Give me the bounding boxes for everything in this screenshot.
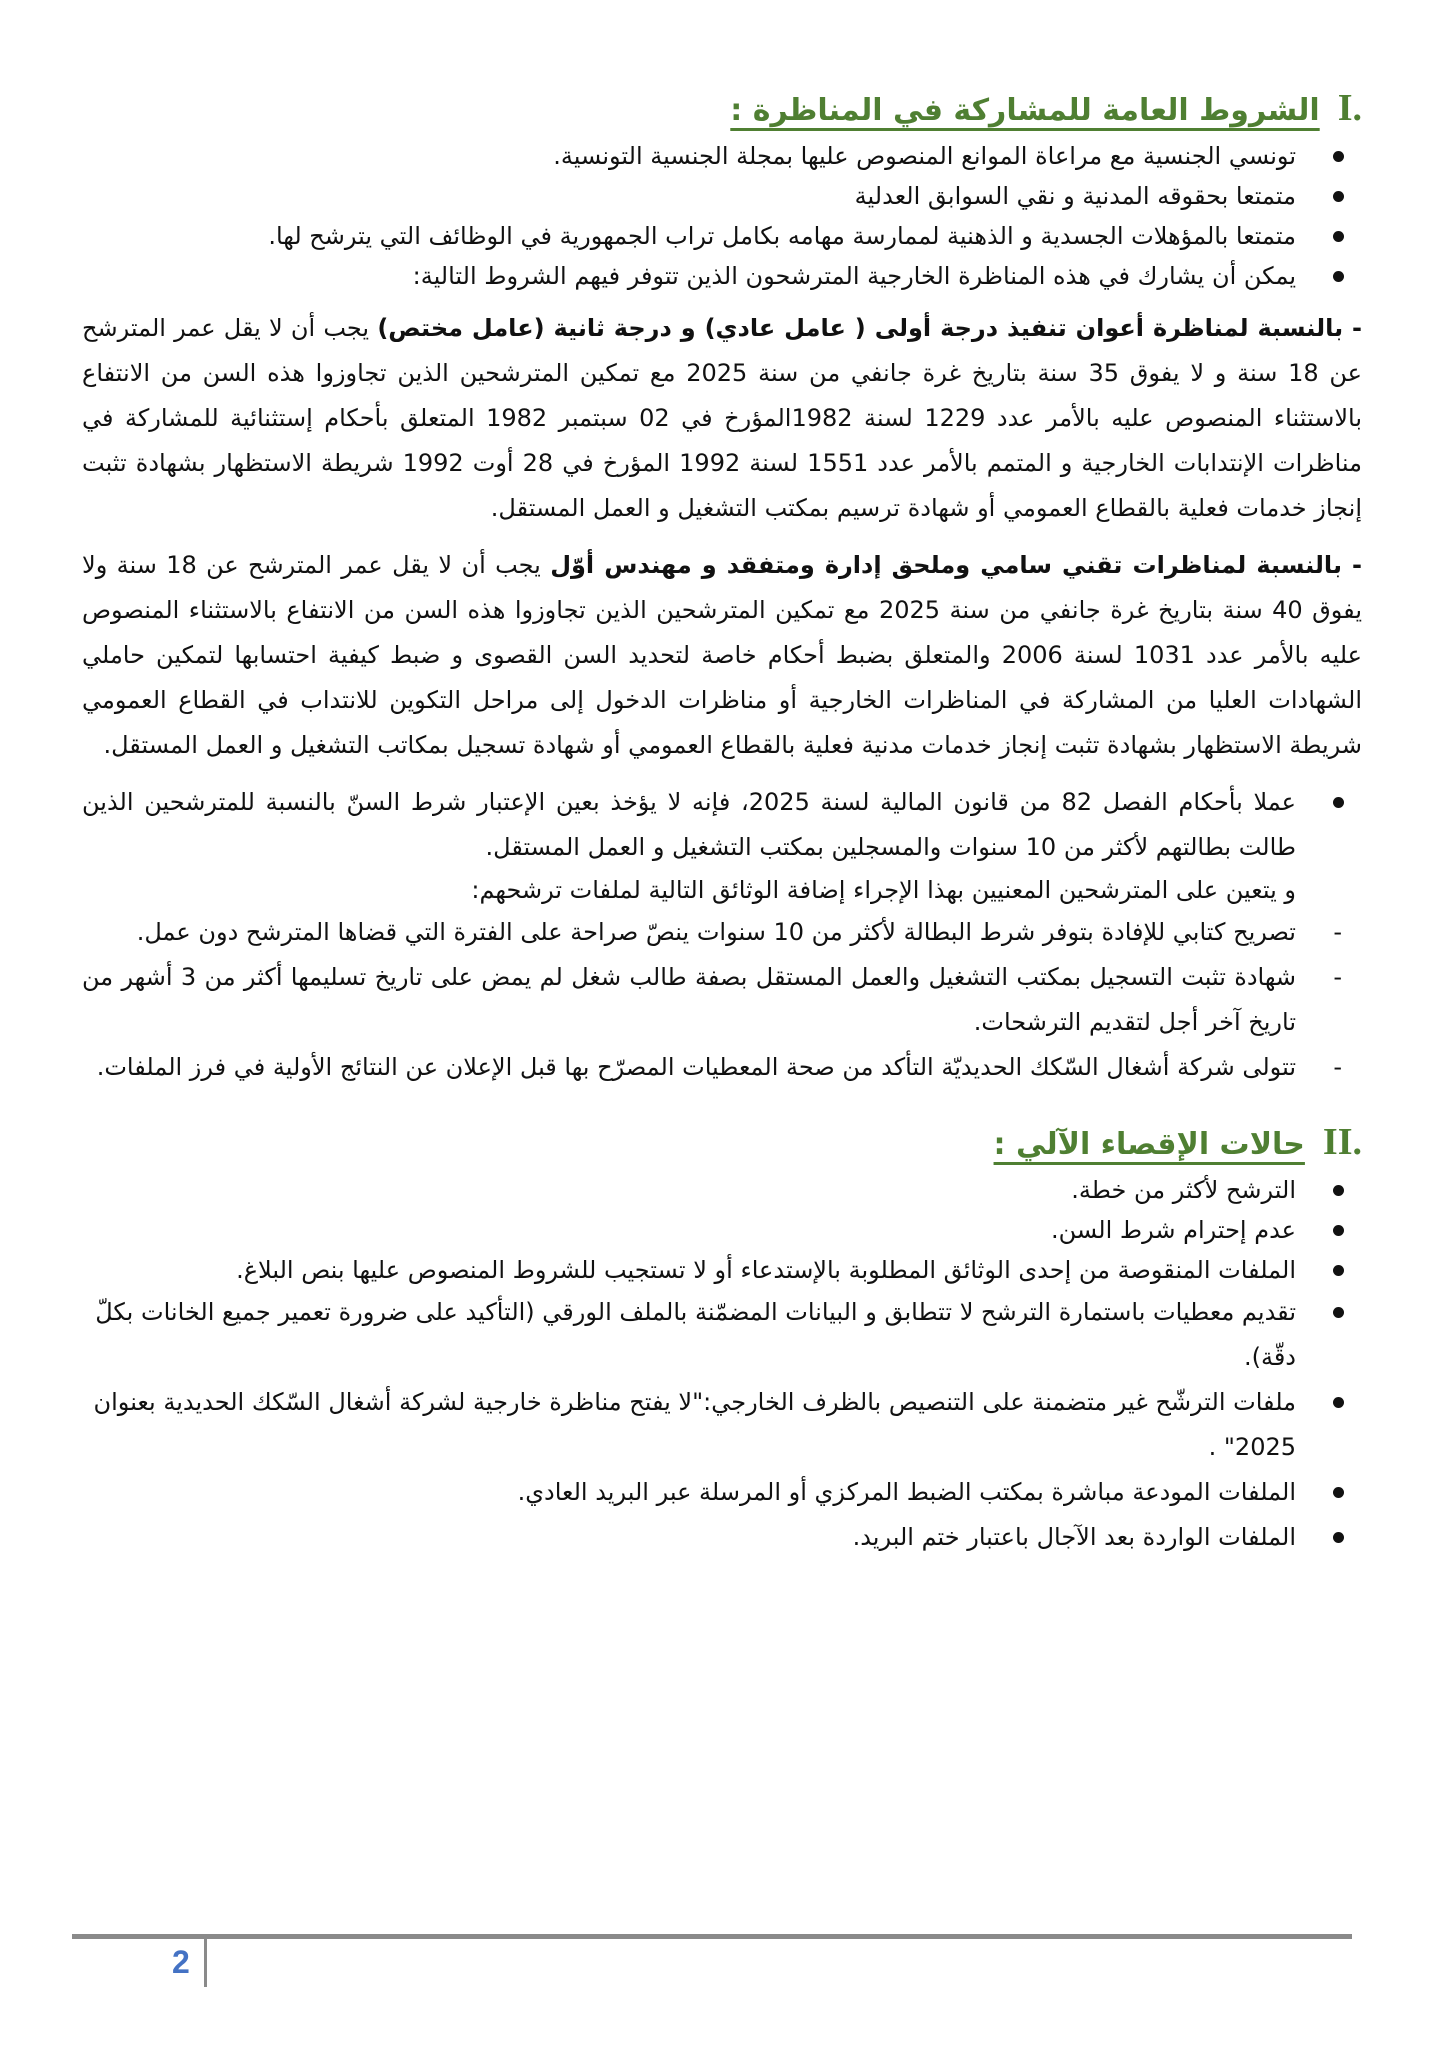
- page-content: [82, 86, 1362, 1560]
- list-item: تونسي الجنسية مع مراعاة الموانع المنصوص عليها بمجلة الجنسية التونسية.: [82, 136, 1362, 176]
- bullet-icon: [1333, 151, 1344, 162]
- footer-divider-tick: [204, 1937, 207, 1987]
- bullet-icon: [1333, 271, 1344, 282]
- required-documents-list: [82, 910, 1362, 1090]
- list-item: - تصريح كتابي للإفادة بتوفر شرط البطالة لأكثر من 10 سنوات ينصّ صراحة على الفترة التي قضاها المترشح دون عمل.: [82, 910, 1362, 955]
- bullet-icon: [1333, 1487, 1344, 1498]
- section-2-number: II.: [1322, 1121, 1362, 1163]
- list-item: عدم إحترام شرط السن.: [82, 1210, 1362, 1250]
- section-1-heading: [82, 86, 1362, 130]
- section-1-title: الشروط العامة للمشاركة في المناظرة :: [730, 93, 1320, 128]
- age-condition-workers-paragraph: - بالنسبة لمناظرة أعوان تنفيذ درجة أولى ( عامل عادي) و درجة ثانية (عامل مختص) يجب أن لا يقل عمر المترشح عن 18 سنة و لا يفوق 35 سنة بتاريخ غرة جانفي من سنة 2025 مع تمكين المترشحين الذين تجاوزوا هذه السن من الانتفاع بالاستثناء المنصوص عليه بالأمر عدد 1229 لسنة 1982المؤرخ في 02 سبتمبر 1982 المتعلق بأحكام إستثنائية للمشاركة في مناظرات الإنتدابات الخارجية و المتمم بالأمر عدد 1551 لسنة 1992 المؤرخ في 28 أوت 1992 شريطة الاستظهار بشهادة تثبت إنجاز خدمات فعلية بالقطاع العمومي أو شهادة ترسيم بمكتب التشغيل و العمل المستقل.: [82, 314, 1363, 522]
- age-condition-technicians-paragraph: - بالنسبة لمناظرات تقني سامي وملحق إدارة ومتفقد و مهندس أوّل يجب أن لا يقل عمر المترشح عن 18 سنة ولا يفوق 40 سنة بتاريخ غرة جانفي من سنة 2025 مع تمكين المترشحين الذين تجاوزوا هذه السن من الانتفاع بالاستثناء المنصوص عليه بالأمر عدد 1031 لسنة 2006 والمتعلق بضبط أحكام خاصة لتحديد السن القصوى و ضبط كيفية احتسابها لتمكين حاملي الشهادات العليا من المشاركة في المناظرات الخارجية أو مناظرات الدخول إلى مراحل التكوين للانتداب في القطاع العمومي شريطة الاستظهار بشهادة تثبت إنجاز خدمات مدنية فعلية بالقطاع العمومي أو شهادة تسجيل بمكاتب التشغيل و العمل المستقل.: [82, 551, 1362, 759]
- section-2-title: حالات الإقصاء الآلي :: [993, 1127, 1305, 1162]
- bullet-icon: [1333, 231, 1344, 242]
- list-item: الترشح لأكثر من خطة.: [82, 1170, 1362, 1210]
- paragraph-lead-bold: - بالنسبة لمناظرة أعوان تنفيذ درجة أولى ( عامل عادي) و درجة ثانية (عامل مختص): [377, 314, 1362, 342]
- bullet-icon: [1333, 1307, 1344, 1318]
- section-1-bullet-list: [82, 136, 1362, 296]
- dash-icon: -: [1333, 918, 1342, 946]
- bullet-icon: [1333, 191, 1344, 202]
- list-item: الملفات المودعة مباشرة بمكتب الضبط المركزي أو المرسلة عبر البريد العادي.: [82, 1470, 1362, 1515]
- list-item: عملا بأحكام الفصل 82 من قانون المالية لسنة 2025، فإنه لا يؤخذ بعين الإعتبار شرط السنّ بالنسبة للمترشحين الذين طالت بطالتهم لأكثر من 10 سنوات والمسجلين بمكتب التشغيل و العمل المستقل.: [82, 780, 1362, 870]
- footer-divider: [72, 1934, 1352, 1939]
- list-item: تقديم معطيات باستمارة الترشح لا تتطابق و البيانات المضمّنة بالملف الورقي (التأكيد على ضرورة تعمير جميع الخانات بكلّ دقّة).: [82, 1290, 1362, 1380]
- bullet-icon: [1333, 1185, 1344, 1196]
- list-item: متمتعا بالمؤهلات الجسدية و الذهنية لممارسة مهامه بكامل تراب الجمهورية في الوظائف التي يترشح لها.: [82, 216, 1362, 256]
- list-item: يمكن أن يشارك في هذه المناظرة الخارجية المترشحون الذين تتوفر فيهم الشروط التالية:: [82, 256, 1362, 296]
- bullet-icon: [1333, 797, 1344, 808]
- list-item: - تتولى شركة أشغال السّكك الحديديّة التأكد من صحة المعطيات المصرّح بها قبل الإعلان عن النتائج الأولية في فرز الملفات.: [82, 1045, 1362, 1090]
- dash-icon: -: [1333, 963, 1342, 991]
- finance-law-bullet: [82, 780, 1362, 870]
- section-2-heading: [82, 1120, 1362, 1164]
- bullet-icon: [1333, 1225, 1344, 1236]
- page-number: 2: [172, 1944, 190, 1980]
- section-1-number: I.: [1337, 87, 1362, 129]
- paragraph-lead-bold: - بالنسبة لمناظرات تقني سامي وملحق إدارة ومتفقد و مهندس أوّل: [550, 551, 1362, 579]
- bullet-icon: [1333, 1265, 1344, 1276]
- required-documents-intro: و يتعين على المترشحين المعنيين بهذا الإجراء إضافة الوثائق التالية لملفات ترشحهم:: [471, 876, 1296, 904]
- list-item: متمتعا بحقوقه المدنية و نقي السوابق العدلية: [82, 176, 1362, 216]
- list-item: ملفات الترشّح غير متضمنة على التنصيص بالظرف الخارجي:"لا يفتح مناظرة خارجية لشركة أشغال السّكك الحديدية بعنوان 2025" .: [82, 1380, 1362, 1470]
- bullet-icon: [1333, 1397, 1344, 1408]
- section-2-bullet-list: [82, 1170, 1362, 1560]
- list-item: الملفات الواردة بعد الآجال باعتبار ختم البريد.: [82, 1515, 1362, 1560]
- dash-icon: -: [1333, 1053, 1342, 1081]
- list-item: الملفات المنقوصة من إحدى الوثائق المطلوبة بالإستدعاء أو لا تستجيب للشروط المنصوص عليها بنص البلاغ.: [82, 1250, 1362, 1290]
- list-item: - شهادة تثبت التسجيل بمكتب التشغيل والعمل المستقل بصفة طالب شغل لم يمض على تاريخ تسليمها أكثر من 3 أشهر من تاريخ آخر أجل لتقديم الترشحات.: [82, 955, 1362, 1045]
- bullet-icon: [1333, 1532, 1344, 1543]
